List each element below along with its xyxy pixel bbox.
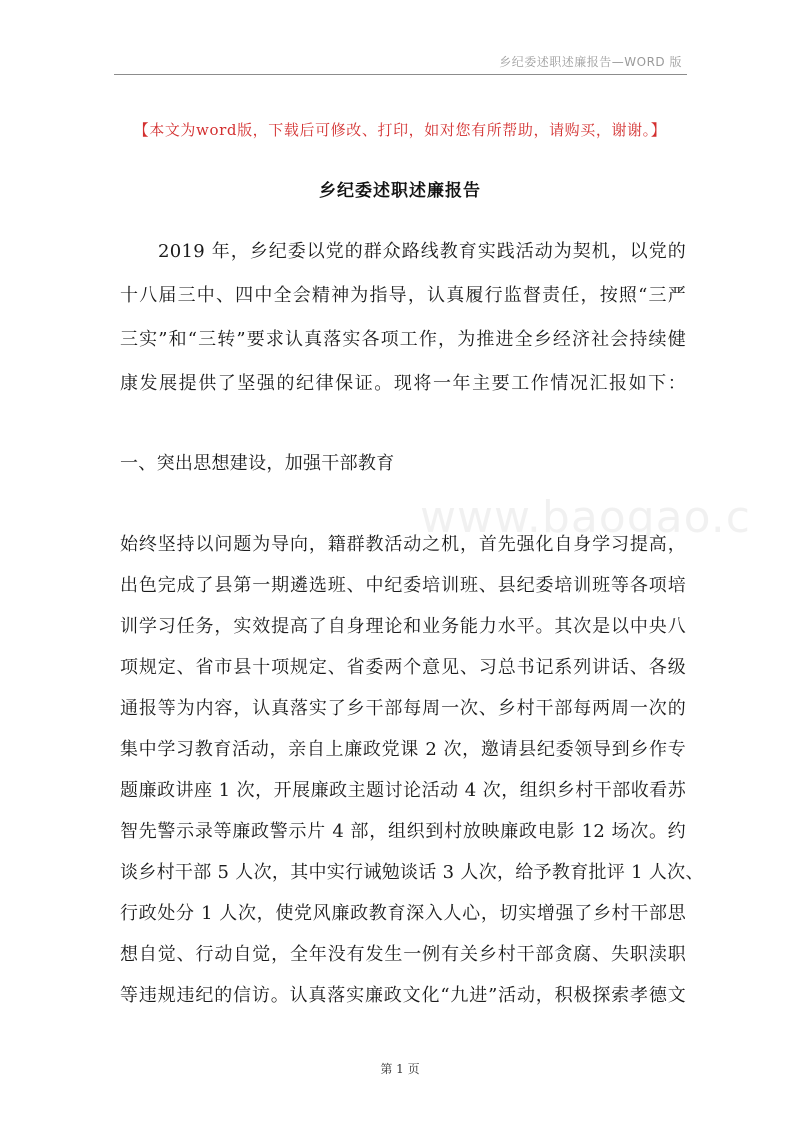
paragraph-line: 想自觉、行动自觉，全年没有发生一例有关乡村干部贪腐、失职渎职 (120, 944, 686, 965)
paragraph-line: 集中学习教育活动，亲自上廉政党课 2 次，邀请县纪委领导到乡作专 (120, 739, 686, 760)
paragraph-line: 三实”和“三转”要求认真落实各项工作，为推进全乡经济社会持续健 (120, 329, 686, 350)
document-title: 乡纪委述职述廉报告 (319, 181, 481, 201)
paragraph-line: 行政处分 1 人次，使党风廉政教育深入人心，切实增强了乡村干部思 (120, 903, 686, 924)
paragraph-line: 十八届三中、四中全会精神为指导，认真履行监督责任，按照“三严 (120, 285, 686, 306)
page-number: 第 1 页 (380, 1062, 420, 1076)
paragraph-line: 项规定、省市县十项规定、省委两个意见、习总书记系列讲话、各级 (120, 657, 686, 678)
download-notice: 【本文为word版，下载后可修改、打印，如对您有所帮助，请购买，谢谢。】 (133, 121, 667, 139)
header-divider (114, 74, 687, 75)
paragraph-line: 等违规违纪的信访。认真落实廉政文化“九进”活动，积极探索孝德文 (120, 985, 686, 1006)
paragraph-line: 始终坚持以问题为导向，籍群教活动之机，首先强化自身学习提高， (120, 534, 686, 555)
paragraph-line: 2019 年，乡纪委以党的群众路线教育实践活动为契机，以党的 (158, 241, 686, 262)
running-header: 乡纪委述职述廉报告—WORD 版 (499, 55, 682, 69)
paragraph-line: 智先警示录等廉政警示片 4 部，组织到村放映廉政电影 12 场次。约 (120, 821, 686, 842)
paragraph-line: 谈乡村干部 5 人次，其中实行诫勉谈话 3 人次，给予教育批评 1 人次、 (120, 862, 704, 883)
paragraph-line: 训学习任务，实效提高了自身理论和业务能力水平。其次是以中央八 (120, 616, 686, 637)
paragraph-line: 康发展提供了坚强的纪律保证。现将一年主要工作情况汇报如下： (120, 373, 686, 394)
section-heading: 一、突出思想建设，加强干部教育 (120, 453, 395, 474)
paragraph-line: 题廉政讲座 1 次，开展廉政主题讨论活动 4 次，组织乡村干部收看苏 (120, 780, 686, 801)
paragraph-line: 出色完成了县第一期遴选班、中纪委培训班、县纪委培训班等各项培 (120, 575, 686, 596)
site-watermark: www.baogao.c (420, 492, 751, 543)
paragraph-line: 通报等为内容，认真落实了乡干部每周一次、乡村干部每两周一次的 (120, 698, 686, 719)
